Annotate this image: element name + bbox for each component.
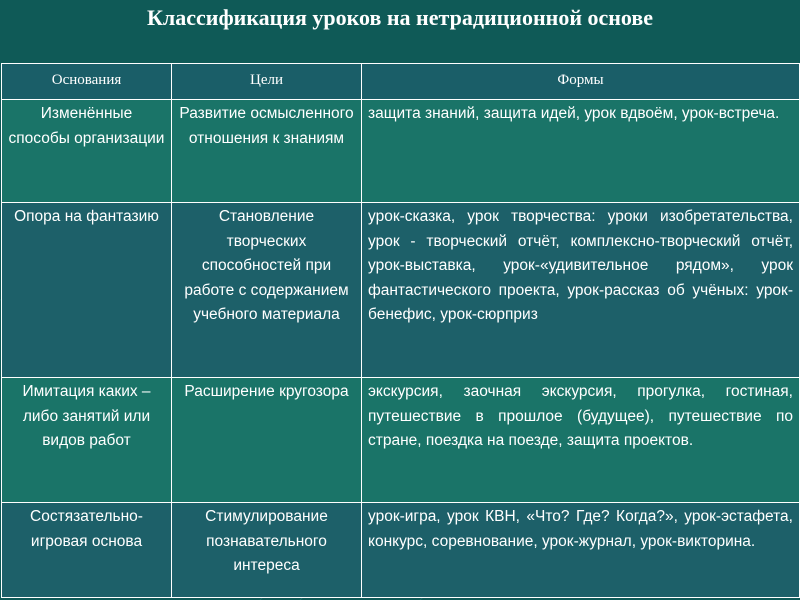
table-row [2, 100, 800, 203]
classification-table [1, 63, 800, 598]
basis-cell: Опора на фантазию [2, 203, 172, 378]
goal-cell: Становление творческих способностей при работе с содержанием учебного материала [172, 203, 362, 378]
forms-cell: экскурсия, заочная экскурсия, прогулка, гостиная, путешествие в прошлое (будущее), путешествие по стране, поездка на поезде, защита проектов. [362, 378, 800, 503]
header-basis: Основания [2, 64, 172, 100]
goal-cell: Развитие осмысленного отношения к знаниям [172, 100, 362, 203]
forms-cell: защита знаний, защита идей, урок вдвоём, урок-встреча. [362, 100, 800, 203]
header-goals: Цели [172, 64, 362, 100]
basis-cell: Имитация каких – либо занятий или видов работ [2, 378, 172, 503]
table-row [2, 378, 800, 503]
header-forms: Формы [362, 64, 800, 100]
table-row [2, 503, 800, 598]
table-row [2, 203, 800, 378]
table-header-row [2, 64, 800, 100]
goal-cell: Расширение кругозора [172, 378, 362, 503]
goal-cell: Стимулирование познавательного интереса [172, 503, 362, 598]
forms-cell: урок-сказка, урок творчества: уроки изобретательства, урок - творческий отчёт, комплексно-творческий отчёт, урок-выставка, урок-«удивительное рядом», урок фантастического проекта, урок-рассказ об учёных: урок-бенефис, урок-сюрприз [362, 203, 800, 378]
basis-cell: Состязательно-игровая основа [2, 503, 172, 598]
forms-cell: урок-игра, урок КВН, «Что? Где? Когда?», урок-эстафета, конкурс, соревнование, урок-журнал, урок-викторина. [362, 503, 800, 598]
basis-cell: Изменённые способы организации [2, 100, 172, 203]
page-title: Классификация уроков на нетрадиционной основе [146, 5, 654, 30]
